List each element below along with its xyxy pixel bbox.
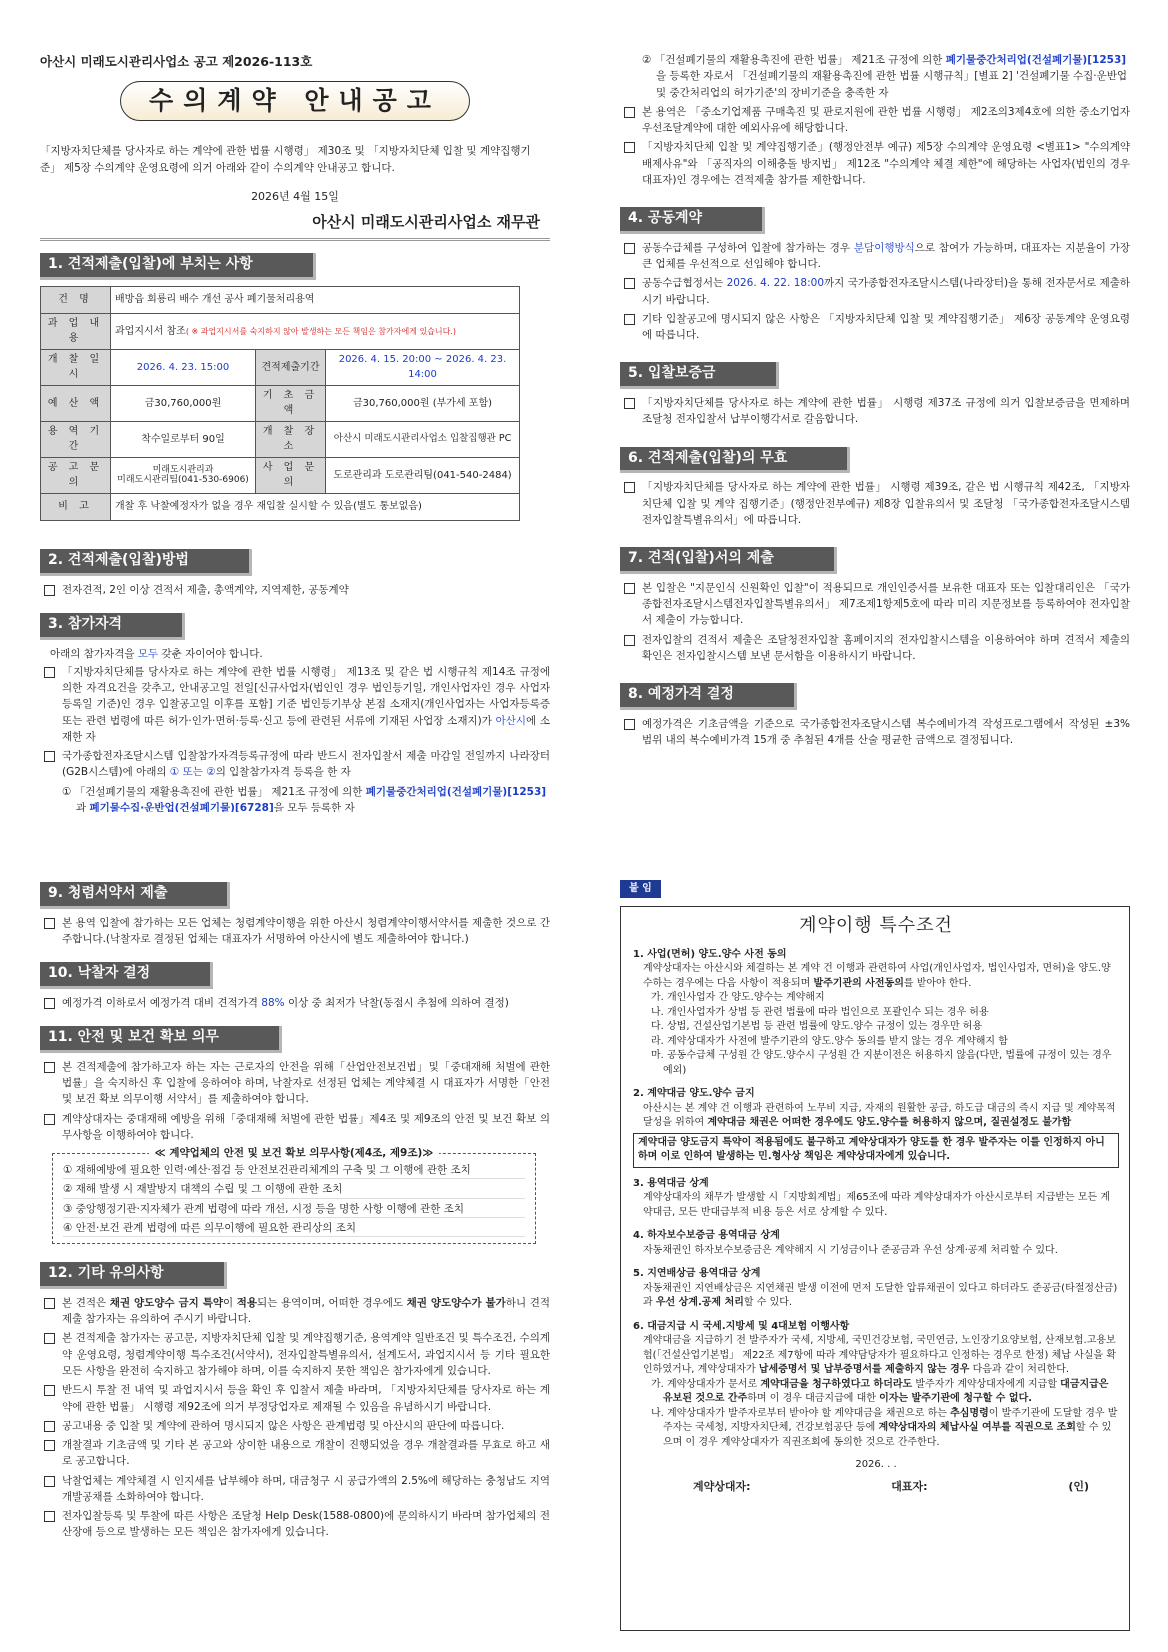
text: 공동수급협정서는: [642, 277, 727, 290]
list-item: [620, 716, 1130, 749]
annex-paragraph: [633, 962, 1119, 991]
cell-value: 2026. 4. 23. 15:00: [111, 349, 256, 385]
text: 아래의 참가자격을: [50, 647, 138, 660]
section-2-title: 2. 견적제출(입찰)방법: [40, 549, 252, 576]
text: 계약대금 채권은 어떠한 경우에도 양도.양수를 허용하지 않으며, 질권설정도 불가함: [707, 1117, 1072, 1129]
text: 본 견적은: [62, 1296, 110, 1309]
checkbox-icon: [44, 1385, 55, 1396]
list-item: [40, 995, 550, 1011]
cell-value: 아산시 미래도시관리사업소 입찰집행관 PC: [326, 421, 520, 457]
text: ≪ 계약업체의 안전 및 보건 확보 의무사항(제4조, 제9조)≫: [149, 1147, 440, 1159]
list-item: [40, 582, 550, 598]
text: 계약대금을 지급하기 전 발주자가 국세, 지방세, 국민건강보험, 국민연금, 노인장기요양보험, 산재보험.고용보험(「건설산업기본법」 제22조 제7항에 따라 계약담당자가 필요하다고 인정하는 경우로 한정) 체납 사실을 확인하였거나, 계약상대자가: [643, 1335, 1116, 1376]
cell-key: 개 찰 장 소: [256, 421, 326, 457]
intro-text: 「지방자치단체를 당사자로 하는 계약에 관한 법률 시행령」 제30조 및 「지방자치단체 입찰 및 계약집행기준」 제5장 수의계약 운영요령에 의거 아래와 같이 수의계약 안내공고 합니다.: [40, 145, 531, 174]
annex-sub-item: 다. 상법, 건설산업기본법 등 관련 법률에 양도.양수 규정이 있는 경우만 허용: [651, 1021, 983, 1033]
text: 발주기관의 사전동의: [813, 977, 904, 989]
checkbox-icon: [624, 719, 635, 730]
text: 폐기물중간처리업(건설폐기물)[1253]: [365, 785, 547, 798]
text: 가. 계약상대자가 문서로: [651, 1378, 761, 1390]
checkbox-icon: [624, 583, 635, 594]
text: 88%: [261, 996, 285, 1009]
section-9-title: 9. 청렴서약서 제출: [40, 882, 230, 909]
text: ① 또는 ②: [169, 766, 216, 779]
page-title: 수의계약 안내공고: [120, 81, 470, 121]
text: 적용: [236, 1296, 258, 1309]
text: 모두: [137, 647, 159, 660]
text: 할 수 있으며 이 경우 계약상대자가 직권조회에 동의한 것으로 간주한다.: [663, 1422, 1112, 1448]
list-item: [40, 915, 550, 948]
cell-value: 금30,760,000원 (부가세 포함): [326, 385, 520, 421]
annex-paragraph: [633, 1334, 1119, 1378]
list-item: [40, 1437, 550, 1470]
issuer-org: 아산시 미래도시관리사업소 재무관: [312, 212, 540, 231]
scope-text: 과업지시서 참조: [115, 325, 186, 337]
notice-date: 2026년 4월 15일: [251, 189, 339, 203]
cell-value: 착수일로부터 90일: [111, 421, 256, 457]
cell-key: 과 업 내 용: [41, 313, 111, 349]
text: 나. 계약상대자가 발주자로부터 받아야 할 계약대금을 채권으로 하는: [651, 1407, 951, 1419]
section-8-title: 8. 예정가격 결정: [620, 683, 797, 710]
checkbox-icon: [44, 1333, 55, 1344]
text: 다음과 같이 처리한다.: [969, 1364, 1070, 1376]
checkbox-icon: [44, 1440, 55, 1451]
section-11-title: 11. 안전 및 보건 확보 의무: [40, 1026, 282, 1053]
safety-box-title: [53, 1145, 535, 1161]
text: 본 용역 입찰에 참가하는 모든 업체는 청렴계약이행을 위한 아산시 청렴계약이행서약서를 제출한 것으로 간주합니다.(낙찰자로 결정된 업체는 대표자가 서명하여 아산시에 별도 제출하여야 합니다.): [62, 916, 550, 945]
scope-note: ( ※ 과업지시서를 숙지하지 않아 발생하는 모든 책임은 참가자에게 있습니다.): [185, 326, 457, 336]
list-item: [620, 395, 1130, 428]
text: 을 모두 등록한 자: [273, 801, 355, 812]
cell-key: 건 명: [41, 286, 111, 313]
sub-item: [620, 52, 1130, 101]
checkbox-icon: [44, 1062, 55, 1073]
notice-number: 아산시 미래도시관리사업소 공고 제2026-113호: [40, 54, 313, 69]
cell-key: 기 초 금 액: [256, 385, 326, 421]
text: 채권 양도양수 금지 특약: [109, 1296, 223, 1309]
text: 를 받아야 한다.: [903, 977, 972, 989]
text: 까지 국가종합전자조달시스템(나라장터)을 통해 전자문서로 제출하시기 바랍니다.: [642, 277, 1130, 306]
list-item: [40, 1059, 550, 1108]
text: 의 입찰참가자격 등록을 한 자: [215, 766, 351, 779]
representative-label: 대표자:: [891, 1479, 928, 1493]
annex-title: 계약이행 특수조건: [799, 914, 953, 936]
list-item: [40, 1382, 550, 1415]
text: 공동수급체를 구성하여 입찰에 참가하는 경우: [642, 241, 854, 254]
text: 자동채권인 지연배상금은 지연채권 발생 이전에 먼저 도달한 압류채권이 있다고 하더라도 준공금(타절정산금)과: [643, 1282, 1118, 1309]
text: 계약대금을 청구하였다고 하더라도: [760, 1378, 913, 1390]
text: 「지방자치단체 입찰 및 계약집행기준」(행정안전부 예규) 제5장 수의계약 운영요령 <별표1> "수의계약 배제사유"와 「공직자의 이해충돌 방지법」 제12조 "수의계약 체결 제한"에 해당하는 사업자(법인의 경우 대표자)인 경우에는 견적제출 참가를 제한합니다.: [642, 141, 1130, 186]
text: 전자입찰등록 및 투찰에 따른 사항은 조달청 Help Desk(1588-0800)에 문의하시기 바라며 참가업체의 전산장애 등으로 발생하는 모든 책임은 참가자에게 있습니다.: [62, 1510, 550, 1539]
text: 개찰결과 기초금액 및 기타 본 공고와 상이한 내용으로 개찰이 진행되었을 경우 개찰결과를 무효로 하고 새로 공고합니다.: [62, 1439, 550, 1468]
annex-boxed-note: 계약대금 양도금지 특약이 적용됨에도 불구하고 계약상대자가 양도를 한 경우 발주자는 이를 인정하지 아니하며 이로 인하여 발생하는 민.형사상 책임은 계약상대자에게 있습니다.: [633, 1133, 1119, 1168]
text: 하며 이 경우 대금지급에 대한: [747, 1393, 880, 1405]
text: 폐기물중간처리업(건설폐기물)[1253]: [945, 54, 1127, 66]
checkbox-icon: [44, 751, 55, 762]
checkbox-icon: [624, 482, 635, 493]
text: 폐기물수집·운반업(건설폐기물)[6728]: [89, 801, 274, 812]
column-3: [40, 880, 550, 1640]
attachment-tag: 붙 임: [620, 880, 661, 898]
cell-key: 개 찰 일 시: [41, 349, 111, 385]
text: 을 등록한 자로서 「건설폐기물의 재활용촉진에 관한 법률 시행규칙」[별표 2] '건설폐기물 수집·운반업 및 중간처리업의 허가기준'의 장비기준을 충족한 자: [656, 70, 1128, 99]
section-3-lead: [40, 646, 550, 662]
annex-paragraph: 계약상대자의 채무가 발생할 시「지방회계법」제65조에 따라 계약상대자가 아산시로부터 지급받는 모든 계약대금, 모든 반대급부적 비용 등은 서로 상계할 수 있다.: [643, 1192, 1111, 1218]
annex-heading: 1. 사업(면허) 양도.양수 사전 동의: [633, 948, 787, 960]
notice-contact-team: 미래도시관리팀(041-530-6906): [117, 475, 249, 486]
annex-sub-item: 마. 공동수급체 구성원 간 양도.양수시 구성원 간 지분이전은 허용하지 않음(다만, 법률에 규정이 있는 경우 예외): [651, 1050, 1112, 1076]
text: 공고내용 중 입찰 및 계약에 관하여 명시되지 않은 사항은 관계법령 및 아산시의 판단에 따릅니다.: [62, 1419, 505, 1432]
text: 하니 견적제출 참가자는 유의하여 주시기 바랍니다.: [62, 1296, 550, 1326]
checkbox-icon: [44, 998, 55, 1009]
checkbox-icon: [44, 1114, 55, 1125]
text: 「지방자치단체를 당사자로 하는 계약에 관한 법률」 시행령 제39조, 같은 법 시행규칙 제42조, 「지방자치단체 입찰 및 계약 집행기준」(행정안전부예규) 제8장 입찰유의서 및 조달청 「국가종합전자조달시스템 전자입찰특별유의서」에 따릅니다.: [642, 481, 1130, 526]
cell-key: 비 고: [41, 493, 111, 520]
checkbox-icon: [44, 1511, 55, 1522]
text: 이: [223, 1296, 237, 1309]
column-4-annex: [620, 880, 1130, 1640]
text: 아산시는 본 계약 건 이행과 관련하여 노무비 지급, 자재의 원활한 공급, 하도급 대금의 즉시 지급 및 계약목적 달성을 위하여: [643, 1102, 1116, 1129]
cell-key: 공 고 문 의: [41, 457, 111, 493]
text: 계약상대자는 중대재해 예방을 위해「중대재해 처벌에 관한 법률」제4조 및 제9조의 안전 및 보건 확보 의무사항을 이행하여야 합니다.: [62, 1112, 550, 1141]
checkbox-icon: [624, 398, 635, 409]
list-item: [40, 748, 550, 781]
section-7-title: 7. 견적(입찰)서의 제출: [620, 547, 837, 574]
text: 전자입찰의 견적서 제출은 조달청전자입찰 홈페이지의 전자입찰시스템을 이용하여야 하며 견적서 제출의 확인은 전자입찰시스템 보낸 문서함을 이용하시기 바랍니다.: [642, 633, 1130, 662]
checkbox-icon: [624, 243, 635, 254]
signature-line: [633, 1479, 1119, 1495]
contractor-label: 계약상대자:: [693, 1479, 751, 1493]
list-item: [40, 1330, 550, 1379]
list-item: [620, 139, 1130, 188]
checkbox-icon: [44, 667, 55, 678]
text: 채권 양도양수가 불가: [406, 1296, 506, 1309]
text: 이자는 발주기관에 청구할 수 없다.: [879, 1393, 1033, 1405]
section-1-title: 1. 견적제출(입찰)에 부치는 사항: [40, 253, 316, 280]
cell-value: 개찰 후 낙찰예정자가 없을 경우 재입찰 실시할 수 있음(별도 통보없음): [111, 493, 520, 520]
text: 되는 용역이며, 어떠한 경우에도: [257, 1296, 407, 1309]
seal-label: (인): [1068, 1479, 1089, 1493]
checkbox-icon: [44, 1476, 55, 1487]
text: 이상 중 최저가 낙찰(동점시 추첨에 의하여 결정): [284, 996, 509, 1009]
text: 대금지급은 유보된 것으로 간주: [663, 1378, 1109, 1405]
cell-value: 금30,760,000원: [111, 385, 256, 421]
checkbox-icon: [44, 1298, 55, 1309]
annex-heading: 2. 계약대금 양도.양수 금지: [633, 1088, 755, 1100]
section-12-title: 12. 기타 유의사항: [40, 1262, 227, 1289]
text: 계약상대자의 체납사실 여부를 직권으로 조회: [878, 1422, 1076, 1434]
cell-value: 도로관리과 도로관리팀(041-540-2484): [326, 457, 520, 493]
text: 예정가격은 기초금액을 기준으로 국가종합전자조달시스템 복수예비가격 작성프로그램에서 작성된 ±3% 범위 내의 복수예비가격 15개 중 추첨된 4개를 산술 평균한 금액으로 결정됩니다.: [642, 717, 1130, 747]
duty-item: ③ 중앙행정기관·지자체가 관계 법령에 따라 개선, 시정 등을 명한 사항 이행에 관한 조치: [63, 1201, 525, 1218]
list-item: [40, 1111, 550, 1144]
annex-heading: 3. 용역대금 상계: [633, 1177, 709, 1189]
annex-sub-item: 라. 계약상대자가 사전에 발주기관의 양도.양수 동의를 받지 않는 경우 계약해지 함: [651, 1035, 1008, 1047]
list-item: [40, 1295, 550, 1328]
text: 분담이행방식: [853, 241, 915, 254]
column-2: [620, 52, 1130, 812]
annex-paragraph: [633, 1102, 1119, 1131]
text: 납세증명서 및 납부증명서를 제출하지 않는 경우: [758, 1364, 970, 1376]
sub-item: [40, 784, 550, 812]
item-text: 전자견적, 2인 이상 견적서 제출, 총액계약, 지역제한, 공동계약: [62, 583, 349, 596]
safety-duties-box: [52, 1147, 536, 1244]
text: 본 견적제출 참가자는 공고문, 지방자치단체 입찰 및 계약집행기준, 용역계약 일반조건 및 특수조건, 수의계약 운영요령, 청렴계약이행 특수조건(서약서), 전자입찰특별유의서, 설계도서, 과업지시서 등 기타 필요한 모든 사항을 완전히 숙지하고 참가해야 하며, 이를 숙지하지 못한 책임은 참가자에게 있습니다.: [62, 1332, 550, 1377]
duty-item: ② 재해 발생 시 재발방지 대책의 수립 및 그 이행에 관한 조치: [63, 1181, 525, 1198]
checkbox-icon: [624, 142, 635, 153]
cell-key: 견적제출기간: [256, 349, 326, 385]
list-item: [40, 664, 550, 745]
list-item: [620, 479, 1130, 528]
list-item: [40, 1418, 550, 1434]
list-item: [620, 275, 1130, 308]
notice-contact-dept: 미래도시관리과: [152, 464, 214, 475]
text: 반드시 투찰 전 내역 및 과업지시서 등을 확인 후 입찰서 제출 바라며, 「지방자치단체를 당사자로 하는 계약에 관한 법률」 시행령 제92조에 의거 부정당업자로 제재될 수 있음을 유념하시기 바랍니다.: [62, 1384, 550, 1413]
signature-date: 2026. . .: [855, 1459, 897, 1471]
text: 「지방자치단체를 당사자로 하는 계약에 관한 법률」 시행령 제37조 규정에 의거 입찰보증금을 면제하며 조달청 전자입찰서 납부이행각서로 갈음합니다.: [642, 397, 1130, 426]
text: 아산시: [495, 714, 526, 727]
checkbox-icon: [624, 314, 635, 325]
cell-key: 사 업 문 의: [256, 457, 326, 493]
cell-value: [111, 457, 256, 493]
text: 기타 입찰공고에 명시되지 않은 사항은 「지방자치단체 입찰 및 계약집행기준」 제6장 공동계약 운영요령에 따릅니다.: [642, 312, 1130, 342]
text: 본 입찰은 "지문인식 신원확인 입찰"이 적용되므로 개인인증서를 보유한 대표자 또는 입찰대리인은 「국가종합전자조달시스템전자입찰특별유의서」 제7조제1항제5호에 따라 미리 지문정보를 등록하여야 전자입찰서 제출이 가능합니다.: [642, 581, 1130, 627]
list-item: [620, 240, 1130, 273]
text: 본 견적제출에 참가하고자 하는 자는 근로자의 안전을 위해「산업안전보건법」및「중대재해 처벌에 관한 법률」을 숙지하신 후 입찰에 응하여야 하며, 낙찰자로 선정된 업체는 계약체결 시 대표자가 서명한「안전 및 보건 확보 의무이행 서약서」를 제출하여야 합니다.: [62, 1060, 550, 1106]
annex-sub-item: 가. 개인사업자 간 양도.양수는 계약해지: [651, 992, 825, 1004]
annex-heading: 6. 대금지급 시 국세.지방세 및 4대보험 이행사항: [633, 1320, 850, 1332]
text: 우선 상계.공제 처리: [655, 1297, 744, 1309]
text: 낙찰업체는 계약체결 시 인지세를 납부해야 하며, 대금청구 시 공급가액의 2.5%에 해당하는 충청남도 지역개발공채를 소화하여야 합니다.: [62, 1474, 550, 1503]
annex-sub-item: 나. 개인사업자가 상법 등 관련 법률에 따라 법인으로 포괄인수 되는 경우 허용: [651, 1006, 989, 1018]
cell-key: 용 역 기 간: [41, 421, 111, 457]
cell-key: 예 산 액: [41, 385, 111, 421]
list-item: [620, 632, 1130, 665]
annex-sub-item: [633, 1378, 1119, 1407]
divider: [40, 238, 550, 241]
checkbox-icon: [44, 1421, 55, 1432]
checkbox-icon: [624, 107, 635, 118]
text: 「지방자치단체를 당사자로 하는 계약에 관한 법률 시행령」 제13조 및 같은 법 시행규칙 제14조 규정에 의한 자격요건을 갖추고, 안내공고일 전일[신규사업자(법인인 경우 법인등기일, 개인사업자인 경우 사업자등록일 기준)인 경우 입찰공고일 이후를 포함] 기준 법인등기부상 본점 소재지(개인사업자는 사업자등록증 또는 관련 법령에 따른 허가·인가·면허·등록·신고 등에 관련된 서류에 기재된 사업장 소재지)가: [62, 665, 550, 727]
text: 계약상대자는 아산시와 체결하는 본 계약 건 이행과 관련하여 사업(개인사업자, 법인사업자, 면허)을 양도.양수하는 경우에는 다음 사항이 적용되며: [643, 963, 1111, 989]
duty-item: ① 재해예방에 필요한 인력·예산·점검 등 안전보건관리체계의 구축 및 그 이행에 관한 조치: [63, 1162, 525, 1179]
checkbox-icon: [624, 278, 635, 289]
text: ① 「건설폐기물의 재활용촉진에 관한 법률」 제21조 규정에 의한: [62, 785, 366, 798]
text: 으로 참여가 가능하며, 대표자는 지분율이 가장 큰 업체를 우선적으로 선임해야 합니다.: [642, 241, 1130, 271]
cell-value: 2026. 4. 15. 20:00 ~ 2026. 4. 23. 14:00: [326, 349, 520, 385]
list-item: [40, 1508, 550, 1541]
section-5-title: 5. 입찰보증금: [620, 362, 779, 389]
text: 국가종합전자조달시스템 입찰참가자격등록규정에 따라 반드시 전자입찰서 제출 마감일 전일까지 나라장터(G2B시스템)에 아래의: [62, 750, 550, 779]
text: 발주자가 계약상대자에게 지급할: [912, 1378, 1061, 1390]
annex-heading: 4. 하자보수보증금 용역대금 상계: [633, 1230, 780, 1242]
text: 이 발주기관에 도달할 경우 발주자는 국세청, 지방자치단체, 건강보험공단 등에: [663, 1407, 1118, 1434]
section-10-title: 10. 낙찰자 결정: [40, 962, 213, 989]
text: 예정가격 이하로서 예정가격 대비 견적가격: [62, 996, 262, 1009]
cell-value: 배방읍 회룡리 배수 개선 공사 폐기물처리용역: [111, 286, 520, 313]
annex-paragraph: [633, 1282, 1119, 1311]
duty-item: ④ 안전·보건 관계 법령에 따른 의무이행에 필요한 관리상의 조치: [63, 1220, 525, 1237]
list-item: [620, 580, 1130, 629]
text: ② 「건설폐기물의 재활용촉진에 관한 법률」 제21조 규정에 의한: [642, 54, 946, 66]
section-3-title: 3. 참가자격: [40, 613, 185, 640]
text: 에 소재한 자: [62, 714, 550, 743]
list-item: [40, 1473, 550, 1506]
annex-paragraph: 자동채권인 하자보수보증금은 계약해지 시 기성금이나 준공금과 우선 상계·공제 처리할 수 있다.: [643, 1244, 1058, 1256]
column-1: [40, 52, 550, 812]
text: 2026. 4. 22. 18:00: [726, 277, 824, 290]
list-item: [620, 311, 1130, 344]
checkbox-icon: [44, 585, 55, 596]
list-item: [620, 104, 1130, 137]
annex-heading: 5. 지연배상금 용역대금 상계: [633, 1268, 761, 1280]
annex-sub-item: [633, 1407, 1119, 1451]
text: 추심명령: [950, 1407, 989, 1419]
text: 본 용역은 「중소기업제품 구매촉진 및 판로지원에 관한 법률 시행령」 제2조의3제4호에 의한 중소기업자 우선조달계약에 대한 예외사유에 해당합니다.: [642, 105, 1130, 135]
special-conditions-box: [620, 906, 1130, 1631]
cell-value: [111, 313, 520, 349]
bid-info-table: [40, 286, 520, 521]
text: 과: [76, 801, 90, 812]
text: 갖춘 자이어야 합니다.: [158, 647, 263, 660]
checkbox-icon: [624, 635, 635, 646]
section-4-title: 4. 공동계약: [620, 207, 765, 234]
text: 할 수 있다.: [743, 1297, 793, 1309]
checkbox-icon: [44, 918, 55, 929]
section-6-title: 6. 견적제출(입찰)의 무효: [620, 447, 850, 474]
